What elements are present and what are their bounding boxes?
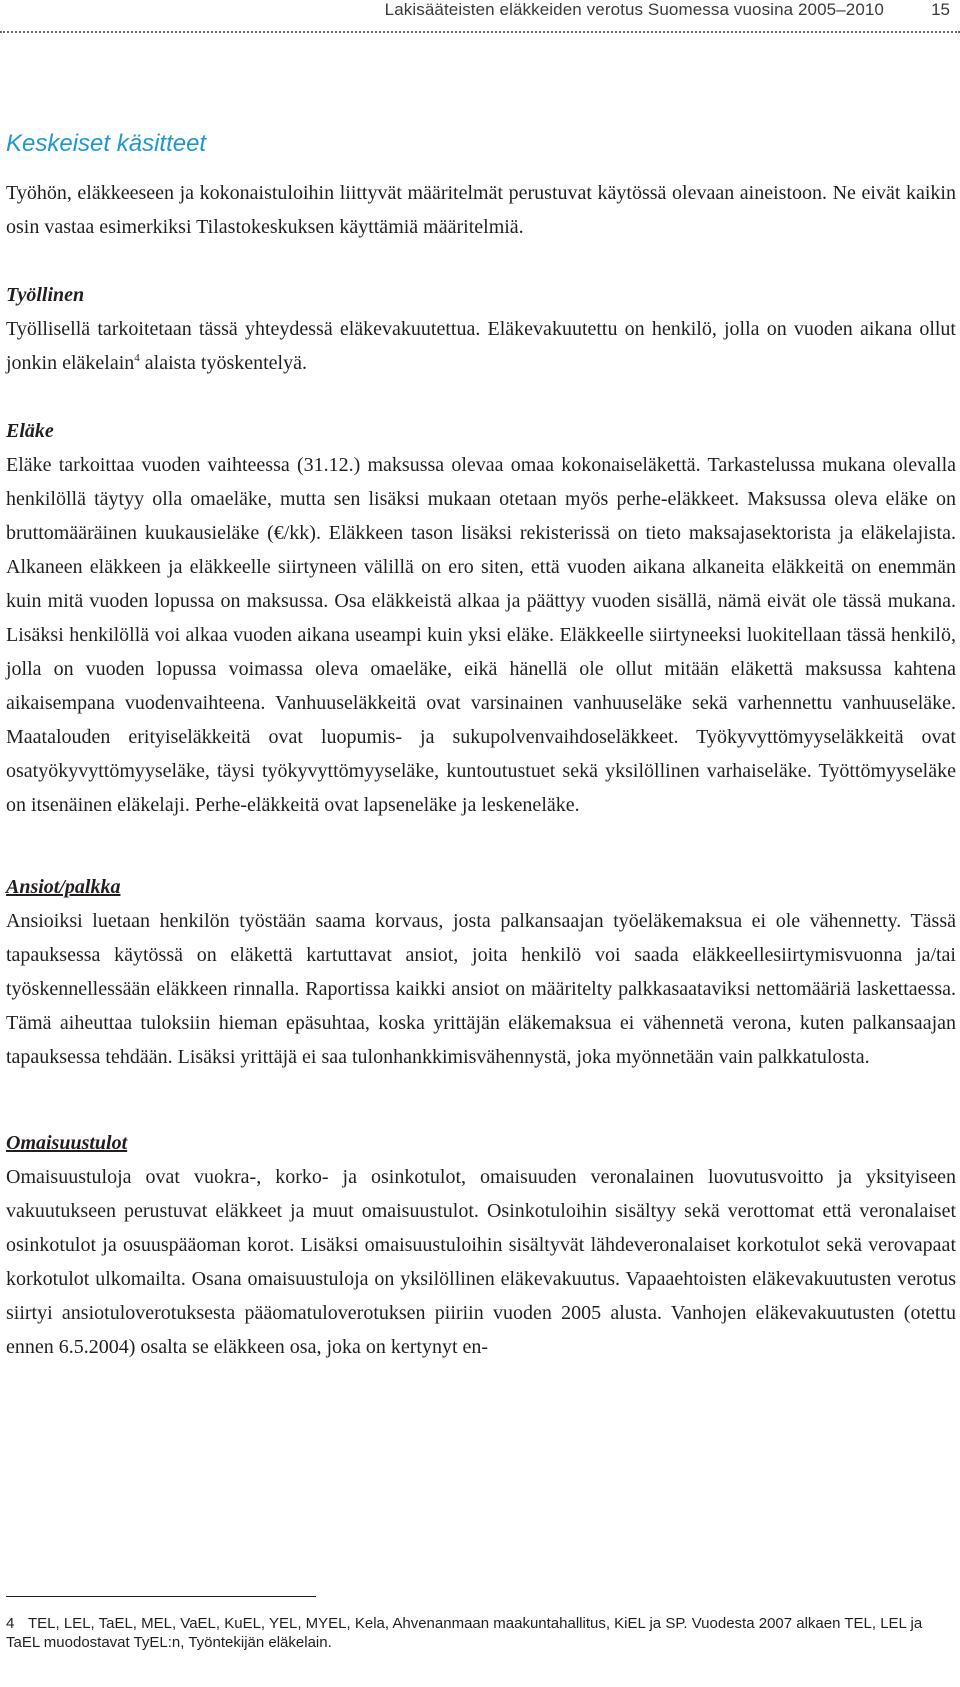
spacer: [6, 822, 956, 870]
footnote-text: TEL, LEL, TaEL, MEL, VaEL, KuEL, YEL, MYEL, Kela, Ahvenanmaan maakuntahallitus, KiEL ja SP. Vuodesta 2007 alkaen TEL, LEL ja TaEL muodostavat TyEL:n, Työntekijän eläkelain.: [6, 1615, 923, 1651]
definition-text-ansiot: Ansioiksi luetaan henkilön työstään saama korvaus, josta palkansaajan työeläkemaksua ei ole vähennetty. Tässä tapauksessa käytössä on eläkettä kartuttavat ansiot, joita henkilö voi saada eläkkeellesiirtymisvuonna ja/tai työskennellessään eläkkeen rinnalla. Raportissa kaikki ansiot on määritelty palkkasaataviksi nettomääriä laskettaessa. Tämä aiheuttaa tuloksiin hieman epäsuhtaa, koska yrittäjän eläkemaksua ei vähennetä verona, kuten palkansaajan tapauksessa tehdään. Lisäksi yrittäjä ei saa tulonhankkimisvähennystä, joka myönnetään vain palkkatulosta.: [6, 910, 956, 1068]
definition-text-omaisuustulot: Omaisuustuloja ovat vuokra-, korko- ja osinkotulot, omaisuuden veronalainen luovutusvoitto ja yksityiseen vakuutukseen perustuvat eläkkeet ja muut omaisuustulot. Osinkotuloihin sisältyy sekä verottomat että veronalaiset osinkotulot ja osuuspääoman korot. Lisäksi omaisuustuloihin sisältyvät lähdeveronalaiset korkotulot sekä verovapaat korkotulot ulkomailta. Osana omaisuustuloja on yksilöllinen eläkevakuutus. Vapaaehtoisten eläkevakuutusten verotus siirtyi ansiotuloverotuksesta pääomatuloverotuksen piiriin vuoden 2005 alusta. Vanhojen eläkevakuutusten (otettu ennen 6.5.2004) osalta se eläkkeen osa, joka on kertynyt en-: [6, 1166, 956, 1358]
footnote-number: 4: [6, 1615, 15, 1632]
definition-omaisuustulot: [6, 1126, 956, 1364]
definition-heading-tyollinen: Työllinen: [6, 284, 85, 306]
section-title: Keskeiset käsitteet: [6, 130, 207, 157]
page-number: 15: [931, 0, 950, 19]
spacer: [6, 380, 956, 414]
definition-heading-ansiot: Ansiot/palkka: [6, 876, 121, 898]
intro-paragraph: Työhön, eläkkeeseen ja kokonaistuloihin liittyvät määritelmät perustuvat käytössä olevaan aineistoon. Ne eivät kaikin osin vastaa esimerkiksi Tilastokeskuksen käyttämiä määritelmiä.: [6, 182, 956, 238]
definition-text-tyollinen-part2: alaista työskentelyä.: [139, 352, 307, 374]
definition-text-tyollinen: [6, 312, 956, 380]
footnote: [6, 1614, 951, 1652]
document-title: Lakisääteisten eläkkeiden verotus Suomessa vuosina 2005–2010: [384, 0, 884, 19]
spacer: [6, 1074, 956, 1126]
definition-elake: [6, 414, 956, 822]
definition-heading-elake: Eläke: [6, 420, 54, 442]
definition-ansiot: [6, 870, 956, 1074]
definition-text-tyollinen-part1: Työllisellä tarkoitetaan tässä yhteydessä eläkevakuutettua. Eläkevakuutettu on henkilö, jolla on vuoden aikana ollut jonkin eläkelain: [6, 318, 956, 374]
main-content: [6, 176, 956, 1364]
footnote-divider: [6, 1596, 316, 1597]
definition-heading-omaisuustulot: Omaisuustulot: [6, 1132, 128, 1154]
footnote-reference[interactable]: 4: [134, 352, 140, 364]
spacer: [6, 244, 956, 278]
header-divider: [0, 31, 960, 33]
definition-text-elake: Eläke tarkoittaa vuoden vaihteessa (31.12.) maksussa olevaa omaa kokonaiseläkettä. Tarkastelussa mukana olevalla henkilöllä täytyy olla omaeläke, mutta sen lisäksi mukaan otetaan myös perhe-eläkkeet. Maksussa oleva eläke on bruttomääräinen kuukausieläke (€/kk). Eläkkeen tason lisäksi rekisterissä on tieto maksajasektorista ja eläkelajista. Alkaneen eläkkeen ja eläkkeelle siirtyneen välillä on ero siten, että vuoden aikana alkaneita eläkkeitä on enemmän kuin mitä vuoden lopussa on maksussa. Osa eläkkeistä alkaa ja päättyy vuoden sisällä, nämä eivät ole tässä mukana. Lisäksi henkilöllä voi alkaa vuoden aikana useampi kuin yksi eläke. Eläkkeelle siirtyneeksi luokitellaan tässä henkilö, jolla on vuoden lopussa voimassa oleva omaeläke, eikä hänellä ole ollut mitään eläkettä maksussa kahtena aikaisempana vuodenvaihteena. Vanhuuseläkkeitä ovat varsinainen vanhuuseläke sekä varhennettu vanhuuseläke. Maatalouden erityiseläkkeitä ovat luopumis- ja sukupolvenvaihdoseläkkeet. Työkyvyttömyyseläkkeitä ovat osatyökyvyttömyyseläke, täysi työkyvyttömyyseläke, kuntoutustuet sekä yksilöllinen varhaiseläke. Työttömyyseläke on itsenäinen eläkelaji. Perhe-eläkkeitä ovat lapseneläke ja leskeneläke.: [6, 454, 956, 816]
definition-tyollinen: [6, 278, 956, 380]
running-header: [0, 0, 960, 40]
